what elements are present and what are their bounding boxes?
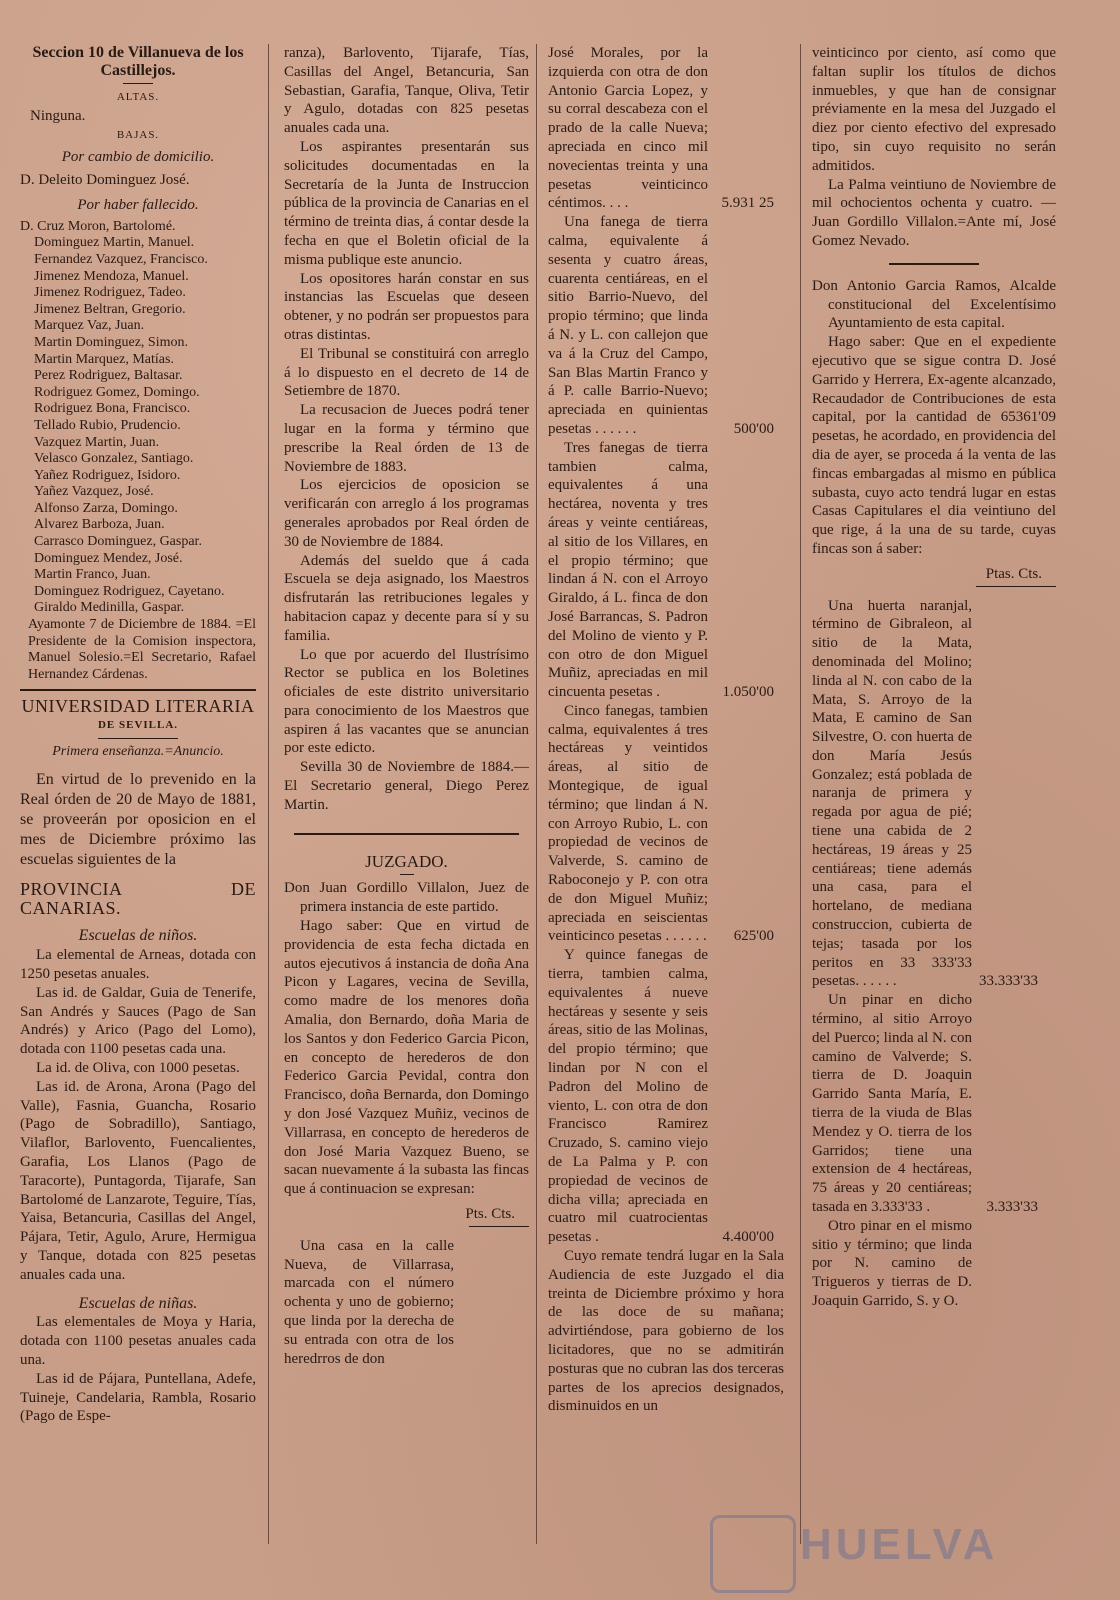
item-description: Y quince fanegas de tierra, tambien calma, equivalentes á nueve hectáreas y sesente y seis áreas, sitio de las Molinas, del propio término; que lindan por N con el Padron del Molino de viento, L. con otra de don Francisco Ramirez Cruzado, S. camino viejo de La Palma y P. con propiedad de vecinos de dicha villa; apreciada en cuatro mil cuatrocientas pesetas . — [548, 947, 708, 1246]
cambio-label: Por cambio de domicilio. — [61, 149, 215, 166]
deceased-name: Carrasco Dominguez, Gaspar. — [34, 534, 202, 550]
juzgado-continuation: veinticinco por ciento, así como que faltan suplir los títulos de dichos inmuebles, y que han de consignar préviamente en la mesa del Juzgado el diez por ciento efectivo del expresado tipo, sin cuyo requisito no serán admitidos. — [812, 45, 1056, 174]
priced-item — [812, 597, 1056, 992]
deceased-name: Perez Rodriguez, Baltasar. — [34, 368, 183, 384]
priced-item — [812, 991, 1056, 1217]
anuncio-paragraph: Los ejercicios de oposicion se verificarán con arreglo á los programas generales aprobados por Real órden de 30 de Noviembre de 1884. — [284, 477, 529, 550]
anuncio-paragraph: La recusacion de Jueces podrá tener lugar en la forma y término que prescribe la Real órden de 13 de Noviembre de 1883. — [284, 402, 529, 475]
anuncio-paragraph: El Tribunal se constituirá con arreglo á lo dispuesto en el decreto de 14 de Setiembre de 1870. — [284, 345, 529, 400]
item-amount: 3.333'33 — [986, 1199, 1038, 1216]
anuncio-continuation — [284, 44, 529, 815]
priced-item — [548, 213, 784, 439]
deceased-name: Martin Dominguez, Simon. — [34, 334, 188, 350]
ninos-paragraph: Las id. de Arona, Arona (Pago del Valle), Fasnia, Guancha, Rosario (Pago de Sobradillo), Santiago, Vilaflor, Barlovento, Fuencalientes, Garafia, Los Llanos (Pago de Taracorte), Puntagorda, Tijarafe, San Bartolomé de Lanzarote, Teguire, Tías, Yaisa, Betancuria, Casillas del Angel, Pájara, Tetir, Agulo, Arure, Hermigua y Tanque, dotada con 825 pesetas anuales cada una. — [20, 1078, 256, 1283]
divider — [20, 689, 256, 691]
deceased-name: Rodriguez Bona, Francisco. — [34, 401, 191, 417]
juzgado-title: JUZGADO. — [365, 851, 448, 871]
closing-signature: Ayamonte 7 de Diciembre de 1884. =El Presidente de la Comision inspectora, Manuel Solesio.=El Secretario, Rafael Hernandez Cárdenas. — [28, 617, 256, 682]
priced-item — [548, 946, 784, 1247]
bajas-label: BAJAS. — [116, 128, 160, 141]
deceased-name: Fernandez Vazquez, Francisco. — [34, 251, 208, 267]
ninos-label: Escuelas de niños. — [78, 927, 198, 945]
ninas-paragraphs — [20, 1313, 256, 1426]
deceased-name: Martin Marquez, Matías. — [34, 351, 174, 367]
deceased-list — [20, 219, 256, 617]
deceased-name: Dominguez Martin, Manuel. — [34, 235, 195, 251]
hago-saber-paragraph: Hago saber: Que en virtud de providencia de esta fecha dictada en autos ejecutivos á instancia de doña Ana Picon y Lagares, vecina de Sevilla, como madre de los menores doña Amalia, don Bernardo, doña Maria de los Santos y don Federico Garcia Picon, en concepto de herederos de don Federico Garcia Pevidal, contra don Francisco, doña Bernarda, don Domingo y don José Vazquez Muñiz, vecinos de Villarrasa, en concepto de herederos de don José Maria Vazquez Bueno, se sacan nuevamente á la subasta las fincas que á continuacion se expresan: — [284, 918, 529, 1198]
juez-intro: Don Juan Gordillo Villalon, Juez de primera instancia de este partido. — [284, 880, 529, 916]
divider — [976, 586, 1056, 587]
deceased-name: Jimenez Beltran, Gregorio. — [34, 301, 186, 317]
divider — [400, 874, 414, 875]
priced-item — [548, 439, 784, 702]
alcalde-hago-saber: Hago saber: Que en el expediente ejecutivo que se sigue contra D. José Garrido y Herrera, Ex-agente alcanzado, Recaudador de Contribuciones de esta capital, por la cantidad de 65361'09 pesetas, he acordado, en providencia del dia de ayer, se proceda á la venta de las fincas embargadas al mismo en pública subasta, cuyo acto tendrá lugar en estas Casas Capitulares el dia veintiuno del que rige, á la una de su tarde, cuyas fincas son á saber: — [812, 334, 1056, 557]
deceased-name: Giraldo Medinilla, Gaspar. — [34, 600, 185, 616]
price-header — [812, 565, 1056, 584]
library-stamp — [710, 1515, 796, 1593]
alcalde-intro: Don Antonio Garcia Ramos, Alcalde constitucional del Excelentísimo Ayuntamiento de esta capital. — [812, 277, 1056, 332]
anuncio-paragraph: Los opositores harán constar en sus instancias las Escuelas que deseen obtener, y no podrán ser propuestos para otras distintas. — [284, 270, 529, 343]
deceased-name: Martin Franco, Juan. — [34, 567, 151, 583]
divider — [98, 738, 178, 739]
anuncio-paragraph: Lo que por acuerdo del Ilustrísimo Rector se publica en los Boletines oficiales de este distrito universitario para conocimiento de los Maestros que aspiren á las vacantes que se anuncian por este edicto. — [284, 646, 529, 757]
ninos-paragraph: La id. de Oliva, con 1000 pesetas. — [36, 1059, 240, 1076]
anuncio-label: Primera enseñanza.=Anuncio. — [52, 744, 224, 759]
watermark: HUELVA — [800, 1520, 999, 1569]
anuncio-paragraph: Los aspirantes presentarán sus solicitudes documentadas en la Secretaría de la Junta de Instruccion pública de la provincia de Canarias en el término de treinta dias, á contar desde la fecha en que el Boletin oficial de la misma publique este anuncio. — [284, 138, 529, 268]
deceased-name: D. Cruz Moron, Bartolomé. — [20, 218, 176, 234]
column-rule — [800, 44, 801, 1544]
altas-value: Ninguna. — [30, 107, 86, 124]
column-rule — [536, 44, 537, 1544]
fincas-list — [548, 44, 784, 1247]
deceased-name: Tellado Rubio, Prudencio. — [34, 417, 181, 433]
ninos-paragraphs — [20, 946, 256, 1284]
section-title: Seccion 10 de Villanueva de los Castillejos. — [32, 44, 244, 79]
item-amount: 625'00 — [733, 928, 774, 945]
column-2 — [284, 44, 529, 1574]
divider — [469, 1226, 529, 1227]
item-amount: 33.333'33 — [979, 973, 1038, 990]
cambio-name: D. Deleito Dominguez José. — [20, 172, 190, 189]
item-description: José Morales, por la izquierda con otra de don Antonio Garcia Lopez, y su corral descabeza con el prado de la calle Nueva; apreciada en cinco mil novecientas treinta y una pesetas veinticinco céntimos. . . . — [548, 45, 708, 212]
juzgado-date-signature: La Palma veintiuno de Noviembre de mil ochocientos ochenta y cuatro. —Juan Gordillo Villalon.=Ante mí, José Gomez Nevado. — [812, 176, 1056, 249]
ninas-label: Escuelas de niñas. — [78, 1294, 198, 1312]
priced-item — [548, 702, 784, 946]
provincia-heading: PROVINCIA DE CANARIAS. — [20, 878, 256, 918]
anuncio-paragraph: Sevilla 30 de Noviembre de 1884.—El Secretario general, Diego Perez Martin. — [284, 759, 529, 813]
deceased-name: Jimenez Rodriguez, Tadeo. — [34, 285, 186, 301]
alcalde-fincas-list — [812, 597, 1056, 1217]
deceased-name: Yañez Vazquez, José. — [34, 484, 154, 500]
divider — [889, 263, 979, 265]
item-amount: 4.400'00 — [722, 1229, 774, 1246]
item-description: Una huerta naranjal, término de Gibraleon, al sitio de la Mata, denominada del Molino; linda al N. con cabo de la Mata, S. Arroyo de la Mata, E camino de San Silvestre, O. con huerta de don María Jesús Gonzalez; está poblada de naranja de primera y regada por agua de pié; tiene una cabida de 2 hectáreas, 19 áreas y 25 centiáreas; tiene además una casa, para el hortelano, de mediana construccion, cubierta de tejas; tasada por los peritos en 33 333'33 pesetas. . . . . . — [812, 597, 972, 990]
intro-paragraph: En virtud de lo prevenido en la Real órden de 20 de Mayo de 1881, se proveerán por oposicion en el mes de Diciembre próximo las escuelas siguientes de la — [20, 770, 256, 868]
deceased-name: Yañez Rodriguez, Isidoro. — [34, 467, 181, 483]
deceased-name: Velasco Gonzalez, Santiago. — [34, 451, 194, 467]
last-finca: Otro pinar en el mismo sitio y término; que linda por N. camino de Trigueros y tierras de D. Joaquin Garrido, S. y O. — [812, 1217, 972, 1309]
deceased-name: Alvarez Barboza, Juan. — [34, 517, 165, 533]
deceased-name: Dominguez Mendez, José. — [34, 550, 183, 566]
remate-paragraph: Cuyo remate tendrá lugar en la Sala Audiencia de este Juzgado el dia treinta de Diciembre próximo y hora de las doce de su mañana; advirtiéndose, para gobierno de los licitadores, que no se admitirán posturas que no cubran las dos terceras partes de los aprecios designados, disminuidos en un — [548, 1248, 784, 1415]
item-amount: 5.931 25 — [721, 195, 774, 212]
column-rule — [268, 44, 269, 1544]
deceased-name: Vazquez Martin, Juan. — [34, 434, 160, 450]
deceased-name: Rodriguez Gomez, Domingo. — [34, 384, 200, 400]
price-header — [284, 1205, 529, 1224]
anuncio-paragraph: Además del sueldo que á cada Escuela se deja asignado, los Maestros disfrutarán las retribuciones legales y habitacion capaz y decente para sí y su familia. — [284, 552, 529, 644]
ninos-paragraph: La elemental de Arneas, dotada con 1250 pesetas anuales. — [20, 947, 256, 982]
anuncio-paragraph: ranza), Barlovento, Tijarafe, Tías, Casillas del Angel, Betancuria, San Sebastian, Garafia, Tanque, Oliva, Tetir y Agulo, dotadas con 825 pesetas anuales cada una. — [284, 45, 529, 137]
pts-header: Pts. Cts. — [465, 1206, 515, 1223]
item-description: Tres fanegas de tierra tambien calma, equivalentes á una hectárea, noventa y tres áreas y veinte centiáreas, al sitio de los Villares, en el propio término; que lindan á N. con el Arroyo Giraldo, á L. finca de don José Barrancas, S. Padron del Molino de viento y P. con otro de don Miguel Muñiz, apreciadas en mil cincuenta pesetas . — [548, 439, 708, 701]
item-amount: 1.050'00 — [722, 684, 774, 701]
altas-label: ALTAS. — [116, 91, 160, 103]
ninas-paragraph: Las id de Pájara, Puntellana, Adefe, Tuineje, Candelaria, Rambla, Rosario (Pago de Espe- — [20, 1370, 256, 1425]
finca-1: Una casa en la calle Nueva, de Villarrasa, marcada con el número ochenta y uno de gobierno; que linda por la derecha de su entrada con otra de los heredrros de don — [284, 1237, 454, 1367]
item-amount: 500'00 — [733, 420, 774, 437]
column-3 — [548, 44, 784, 1574]
ptas-header: Ptas. Cts. — [985, 565, 1042, 582]
deceased-name: Dominguez Rodriguez, Cayetano. — [34, 583, 225, 599]
column-4 — [812, 44, 1056, 1574]
item-description: Un pinar en dicho término, al sitio Arroyo del Puerco; linda al N. con camino de Valverde; S. tierra de D. Joaquin Garrido Santa María, E. tierra de la viuda de Blas Mendez y O. tierra de los Garridos; tiene una extension de 4 hectáreas, 75 áreas y 20 centiáreas; tasada en 3.333'33 . — [812, 992, 972, 1216]
divider — [123, 83, 153, 84]
deceased-name: Jimenez Mendoza, Manuel. — [34, 268, 189, 284]
divider — [294, 833, 519, 835]
item-description: Cinco fanegas, tambien calma, equivalentes á tres hectáreas y veintidos áreas, al sitio de Montegique, de igual término; que lindan á N. con Arroyo Rubio, L. con propiedad de vecinos de Valverde, S. camino de Raboconejo y P. con otra de don Miguel Muñiz; apreciada en seiscientas veinticinco pesetas . . . . . . — [548, 702, 708, 945]
university-subtitle: DE SEVILLA. — [97, 719, 179, 732]
item-description: Una fanega de tierra calma, equivalente á sesenta y cuatro áreas, cuarenta centiáreas, en el sitio Barrio-Nuevo, del propio término; que linda á N. y L. con callejon que va á la Cruz del Campo, San Blas Martin Franco y á P. calle Barrio-Nuevo; apreciada en quinientas pesetas . . . . . . — [548, 214, 708, 437]
ninas-paragraph: Las elementales de Moya y Haria, dotada con 1100 pesetas anuales cada una. — [20, 1314, 256, 1368]
ninos-paragraph: Las id. de Galdar, Guia de Tenerife, San Andrés y Sauces (Pago de San Andrés) y Arico (Pago del Lomo), dotada con 1100 pesetas cada una. — [20, 984, 256, 1058]
fallecido-label: Por haber fallecido. — [77, 196, 199, 213]
deceased-name: Alfonso Zarza, Domingo. — [34, 500, 178, 516]
column-1 — [20, 44, 256, 1574]
deceased-name: Marquez Vaz, Juan. — [34, 318, 145, 334]
university-title: UNIVERSIDAD LITERARIA — [21, 696, 255, 717]
priced-item — [548, 44, 784, 213]
